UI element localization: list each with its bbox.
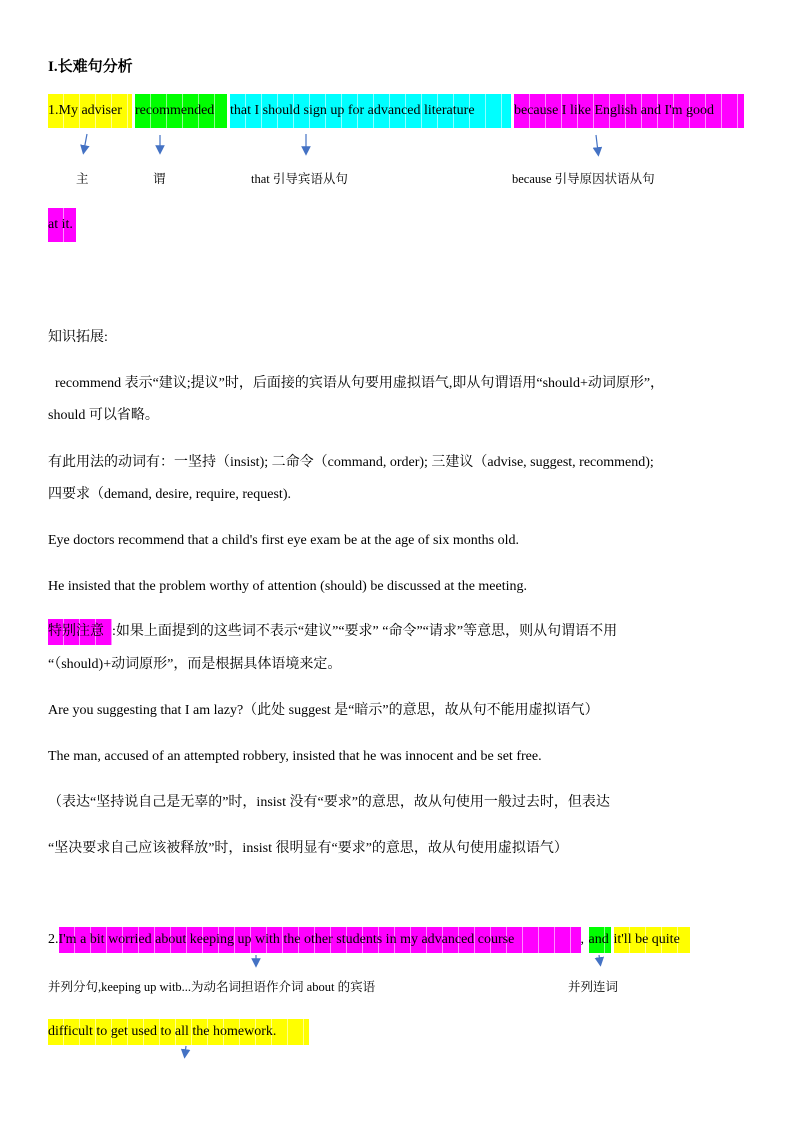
object-clause-highlight: that I should sign up for advanced literature — [230, 94, 511, 128]
section-title: I.长难句分析 — [48, 59, 133, 75]
arrow-reason-clause — [596, 135, 598, 152]
note-label-highlight: 特别注意 — [48, 619, 112, 645]
subject-highlight: 1.My adviser — [48, 94, 132, 128]
annotation-conjunction: 并列连词 — [568, 980, 619, 994]
knowledge-paragraph-2-line-2: 四要求（demand, desire, require, request). — [48, 487, 291, 502]
sentence-2-number: 2. — [48, 932, 59, 947]
knowledge-paragraph-1-line-2: should 可以省略。 — [48, 408, 159, 423]
clause-2-highlight: it'll be quite — [614, 927, 690, 953]
knowledge-paragraph-1-line-1: recommend 表示“建议;提议”时，后面接的宾语从句要用虚拟语气,即从句谓语用“should+动词原形”， — [55, 376, 665, 391]
example-4-note-line-2: “坚决要求自己应该被释放”时，insist 很明显有“要求”的意思，故从句使用虚拟语气） — [48, 841, 568, 856]
knowledge-paragraph-2-line-1: 有此用法的动词有：一坚持（insist); 二命令（command, order); 三建议（advise, suggest, recommend); — [48, 455, 654, 470]
arrow-subject — [84, 134, 87, 150]
note-text: :如果上面提到的这些词不表示“建议”“要求” “命令”“请求”等意思，则从句谓语不用 — [112, 624, 618, 639]
example-sentence-3: Are you suggesting that I am lazy?（此处 suggest 是“暗示”的意思，故从句不能用虚拟语气） — [48, 703, 599, 718]
example-4-note-line-1: （表达“坚持说自己是无辜的”时，insist 没有“要求”的意思，故从句使用一般过去时，但表达 — [48, 795, 610, 810]
example-sentence-1: Eye doctors recommend that a child's first eye exam be at the age of six months old. — [48, 533, 519, 548]
clause-2-highlight-cont: difficult to get used to all the homework. — [48, 1019, 309, 1045]
arrow-clause-2 — [185, 1046, 186, 1054]
reason-clause-highlight-cont: at it. — [48, 208, 76, 242]
annotation-reason-clause: because 引导原因状语从句 — [512, 172, 655, 186]
clause-1-highlight: I'm a bit worried about keeping up with the other students in my advanced course — [59, 927, 581, 953]
example-sentence-4: The man, accused of an attempted robbery, insisted that he was innocent and be set free. — [48, 749, 542, 764]
example-sentence-2: He insisted that the problem worthy of attention (should) be discussed at the meeting. — [48, 579, 528, 594]
annotation-subject: 主 — [76, 172, 89, 186]
arrow-conjunction — [599, 955, 600, 962]
note-line-2: “（should)+动词原形”，而是根据具体语境来定。 — [48, 657, 342, 672]
annotation-object-clause: that 引导宾语从句 — [251, 172, 348, 186]
predicate-highlight: recommended — [135, 94, 227, 128]
knowledge-heading: 知识拓展: — [48, 330, 108, 345]
conjunction-highlight: and — [589, 927, 611, 953]
annotation-predicate: 谓 — [153, 172, 166, 186]
annotation-clause: 并列分句,keeping up witb...为动名词担语作介词 about 的宾语 — [48, 980, 376, 994]
reason-clause-highlight: because I like English and I'm good — [514, 94, 744, 128]
sentence-2-comma: , — [580, 932, 584, 947]
